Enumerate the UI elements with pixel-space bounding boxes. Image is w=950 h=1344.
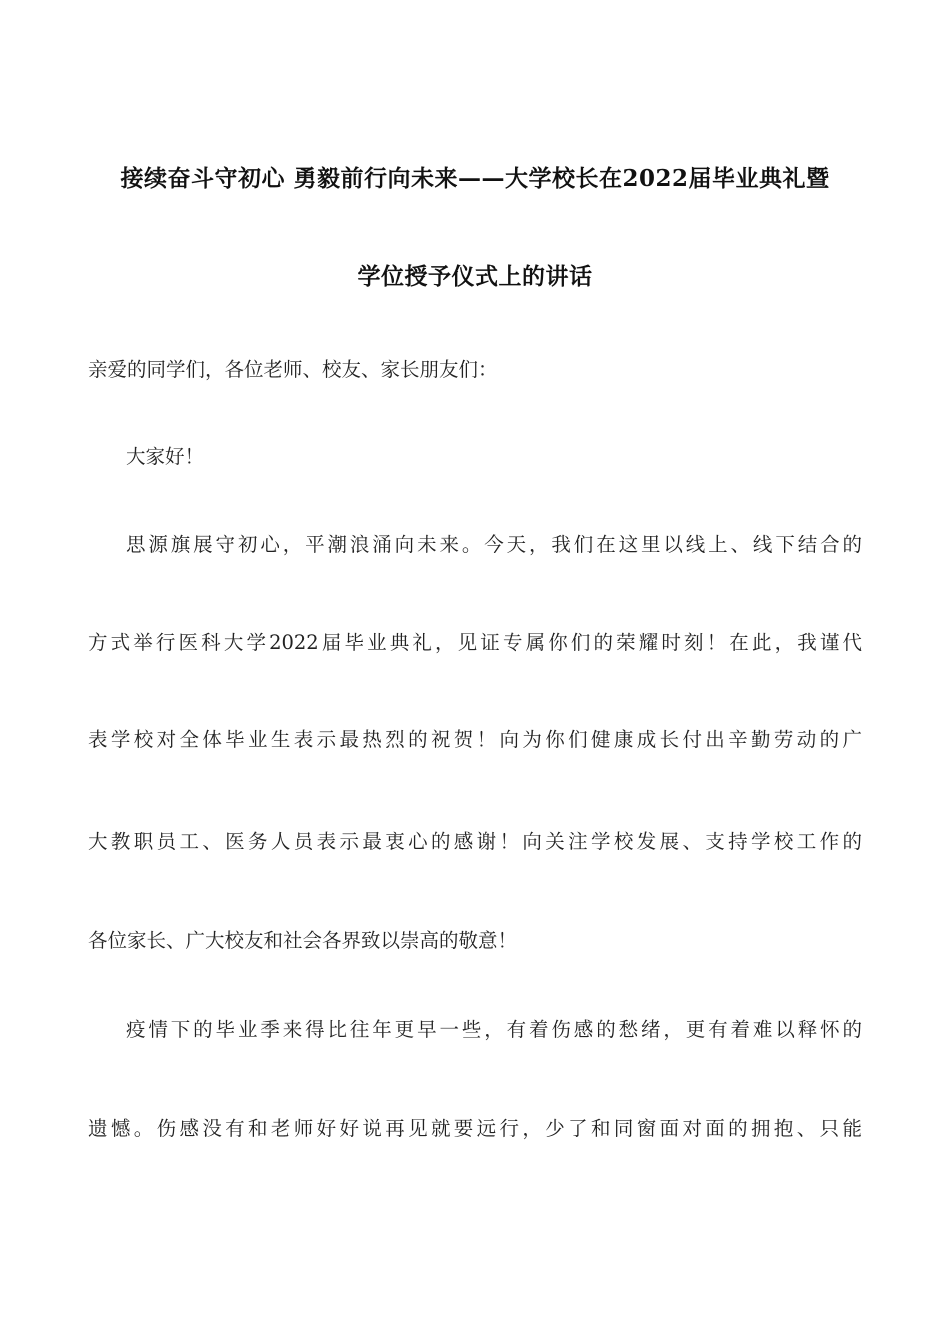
document-title-line-1: 接续奋斗守初心 勇毅前行向未来——大学校长在2022届毕业典礼暨 xyxy=(120,165,830,192)
paragraph-2-line-1: 疫情下的毕业季来得比往年更早一些，有着伤感的愁绪，更有着难以释怀的 xyxy=(126,1018,862,1041)
paragraph-1-line-4: 大教职员工、医务人员表示最衷心的感谢！向关注学校发展、支持学校工作的 xyxy=(88,830,862,853)
paragraph-1-line-2: 方式举行医科大学2022届毕业典礼，见证专属你们的荣耀时刻！在此，我谨代 xyxy=(88,631,862,654)
paragraph-2-line-2: 遗憾。伤感没有和老师好好说再见就要远行，少了和同窗面对面的拥抱、只能 xyxy=(88,1117,862,1140)
paragraph-1-line-5: 各位家长、广大校友和社会各界致以崇高的敬意！ xyxy=(88,929,518,952)
document-title-line-2: 学位授予仪式上的讲话 xyxy=(357,263,593,290)
salutation: 亲爱的同学们，各位老师、校友、家长朋友们： xyxy=(88,358,498,381)
greeting: 大家好！ xyxy=(126,445,205,468)
paragraph-1-line-3: 表学校对全体毕业生表示最热烈的祝贺！向为你们健康成长付出辛勤劳动的广 xyxy=(88,728,862,751)
paragraph-1-line-1: 思源旗展守初心，平潮浪涌向未来。今天，我们在这里以线上、线下结合的 xyxy=(126,533,862,556)
